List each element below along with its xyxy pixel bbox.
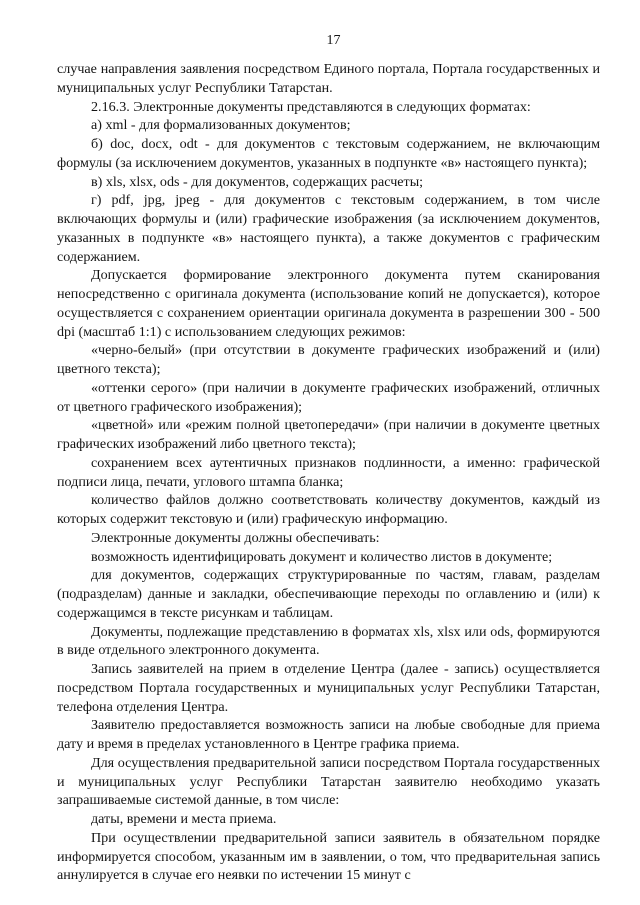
paragraph: «оттенки серого» (при наличии в документе графических изображений, отличных от цветного графического изображения);	[57, 379, 600, 415]
paragraph: Документы, подлежащие представлению в форматах xls, xlsx или ods, формируются в виде отдельного электронного документа.	[57, 623, 600, 659]
paragraph: 2.16.3. Электронные документы представляются в следующих форматах:	[91, 98, 531, 115]
paragraph: для документов, содержащих структурированные по частям, главам, разделам (подразделам) данные и закладки, обеспечивающие переходы по оглавлению и (или) к содержащимся в тексте рисункам и таблицам.	[57, 567, 600, 621]
page-number: 17	[326, 33, 341, 48]
paragraph: Электронные документы должны обеспечивать:	[91, 529, 380, 546]
paragraph: сохранением всех аутентичных признаков подлинности, а именно: графической подписи лица, печати, углового штампа бланка;	[57, 454, 600, 490]
paragraph: «цветной» или «режим полной цветопередачи» (при наличии в документе цветных графических изображений либо цветного текста);	[57, 417, 600, 452]
paragraph: г) pdf, jpg, jpeg - для документов с текстовым содержанием, в том числе включающих формулы и (или) графические изображения (за исключением документов, указанных в подпункте «в» настоящего пункта), а также документов с графическим содержанием.	[57, 192, 600, 265]
paragraph: случае направления заявления посредством Единого портала, Портала государственных и муниципальных услуг Республики Татарстан.	[57, 61, 600, 96]
paragraph: Для осуществления предварительной записи посредством Портала государственных и муниципальных услуг Республики Татарстан заявителю необходимо указать запрашиваемые системой данные, в том числе:	[57, 754, 600, 809]
paragraph: «черно-белый» (при отсутствии в документе графических изображений и (или) цветного текста);	[57, 342, 600, 377]
paragraph: Заявителю предоставляется возможность записи на любые свободные для приема дату и время в пределах установленного в Центре графика приема.	[57, 717, 600, 752]
document-body	[57, 60, 600, 885]
paragraph: количество файлов должно соответствовать количеству документов, каждый из которых содержит текстовую и (или) графическую информацию.	[57, 492, 600, 527]
paragraph: даты, времени и места приема.	[91, 811, 277, 827]
paragraph: Запись заявителей на прием в отделение Центра (далее - запись) осуществляется посредством Портала государственных и муниципальных услуг Республики Татарстан, телефона отделения Центра.	[57, 661, 600, 715]
paragraph: возможность идентифицировать документ и количество листов в документе;	[91, 548, 553, 565]
paragraph: б) doc, docx, odt - для документов с текстовым содержанием, не включающим формулы (за исключением документов, указанных в подпункте «в» настоящего пункта);	[57, 136, 600, 171]
paragraph: а) xml - для формализованных документов;	[91, 117, 351, 134]
paragraph: Допускается формирование электронного документа путем сканирования непосредственно с оригинала документа (использование копий не допускается), которое осуществляется с сохранением ориентации оригинала документа в разрешении 300 - 500 dpi (масштаб 1:1) с использованием следующих режимов:	[57, 267, 600, 340]
paragraph: При осуществлении предварительной записи заявитель в обязательном порядке информируется способом, указанным им в заявлении, о том, что предварительная запись аннулируется в случае его неявки по истечении 15 минут с	[57, 829, 600, 884]
paragraph: в) xls, xlsx, ods - для документов, содержащих расчеты;	[91, 173, 424, 190]
